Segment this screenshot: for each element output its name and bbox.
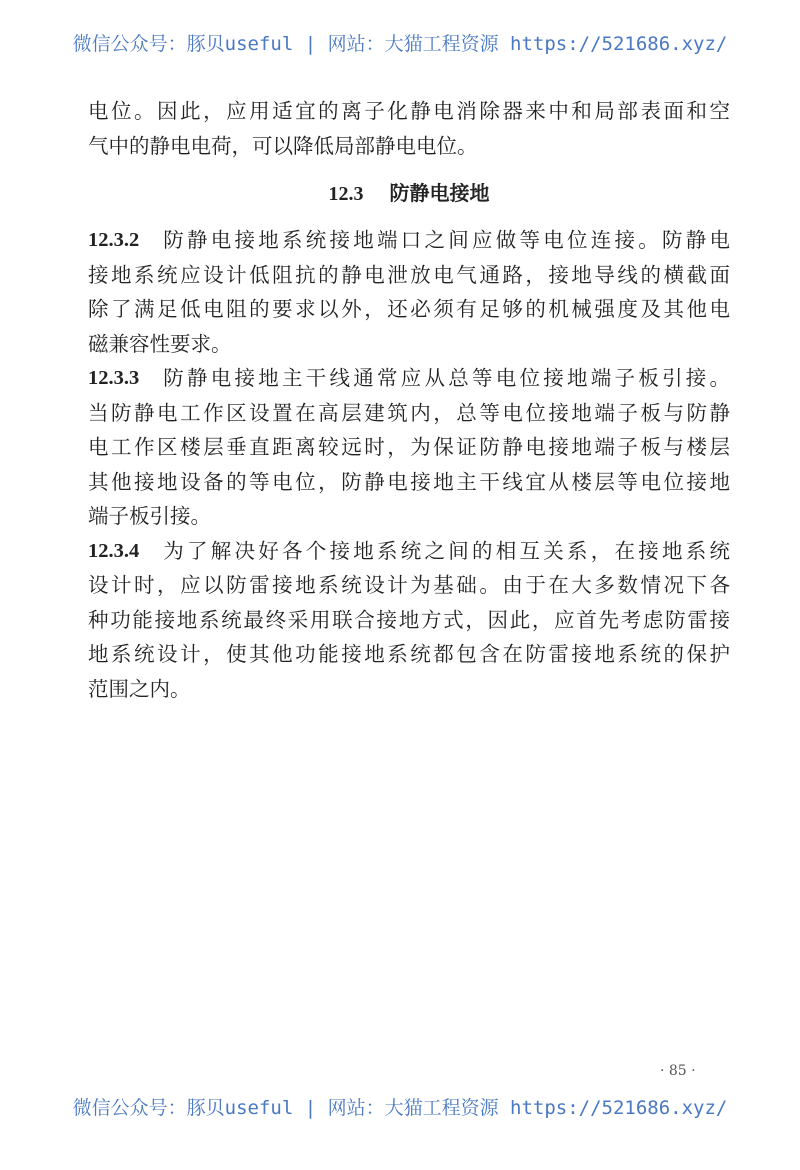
clause-number: 12.3.3 (88, 367, 140, 389)
page-number: · 85 · (660, 1063, 696, 1079)
text-line: 除了满足低电阻的要求以外，还必须有足够的机械强度及其他电 (88, 297, 730, 321)
section-title: 防静电接地 (389, 181, 490, 205)
clause-text: 防静电接地系统接地端口之间应做等电位连接。防静电 (163, 228, 730, 252)
section-heading (88, 163, 730, 223)
clause-text: 为了解决好各个接地系统之间的相互关系，在接地系统 (163, 538, 730, 563)
clause-number: 12.3.2 (88, 229, 140, 251)
watermark-bottom: 微信公众号：豚贝useful | 网站：大猫工程资源 https://521686.xyz/ (72, 1097, 728, 1119)
text-line: 设计时，应以防雷接地系统设计为基础。由于在大多数情况下各 (88, 573, 730, 597)
text-line: 电位。因此，应用适宜的离子化静电消除器来中和局部表面和空 (88, 99, 730, 123)
text-line: 当防静电工作区设置在高层建筑内，总等电位接地端子板与防静 (88, 400, 730, 425)
document-body (88, 94, 730, 706)
text-line: 范围之内。 (88, 676, 191, 701)
section-number: 12.3 (328, 183, 364, 205)
text-line: 地系统设计，使其他功能接地系统都包含在防雷接地系统的保护 (88, 642, 730, 666)
text-line: 端子板引接。 (88, 504, 211, 528)
clause-first-line (88, 534, 730, 569)
text-line: 接地系统应设计低阻抗的静电泄放电气通路，接地导线的横截面 (88, 262, 730, 287)
text-line: 磁兼容性要求。 (88, 331, 232, 356)
clauses (88, 223, 730, 706)
clause-text: 防静电接地主干线通常应从总等电位接地端子板引接。 (163, 366, 730, 390)
clause-first-line (88, 361, 730, 396)
text-line: 气中的静电电荷，可以降低局部静电电位。 (88, 133, 478, 158)
text-line: 种功能接地系统最终采用联合接地方式，因此，应首先考虑防雷接 (88, 607, 730, 632)
watermark-top: 微信公众号：豚贝useful | 网站：大猫工程资源 https://521686.xyz/ (72, 33, 728, 55)
clause-first-line (88, 223, 730, 258)
clause-number: 12.3.4 (88, 539, 140, 562)
text-line: 电工作区楼层垂直距离较远时，为保证防静电接地端子板与楼层 (88, 435, 730, 459)
text-line: 其他接地设备的等电位，防静电接地主干线宜从楼层等电位接地 (88, 469, 730, 494)
